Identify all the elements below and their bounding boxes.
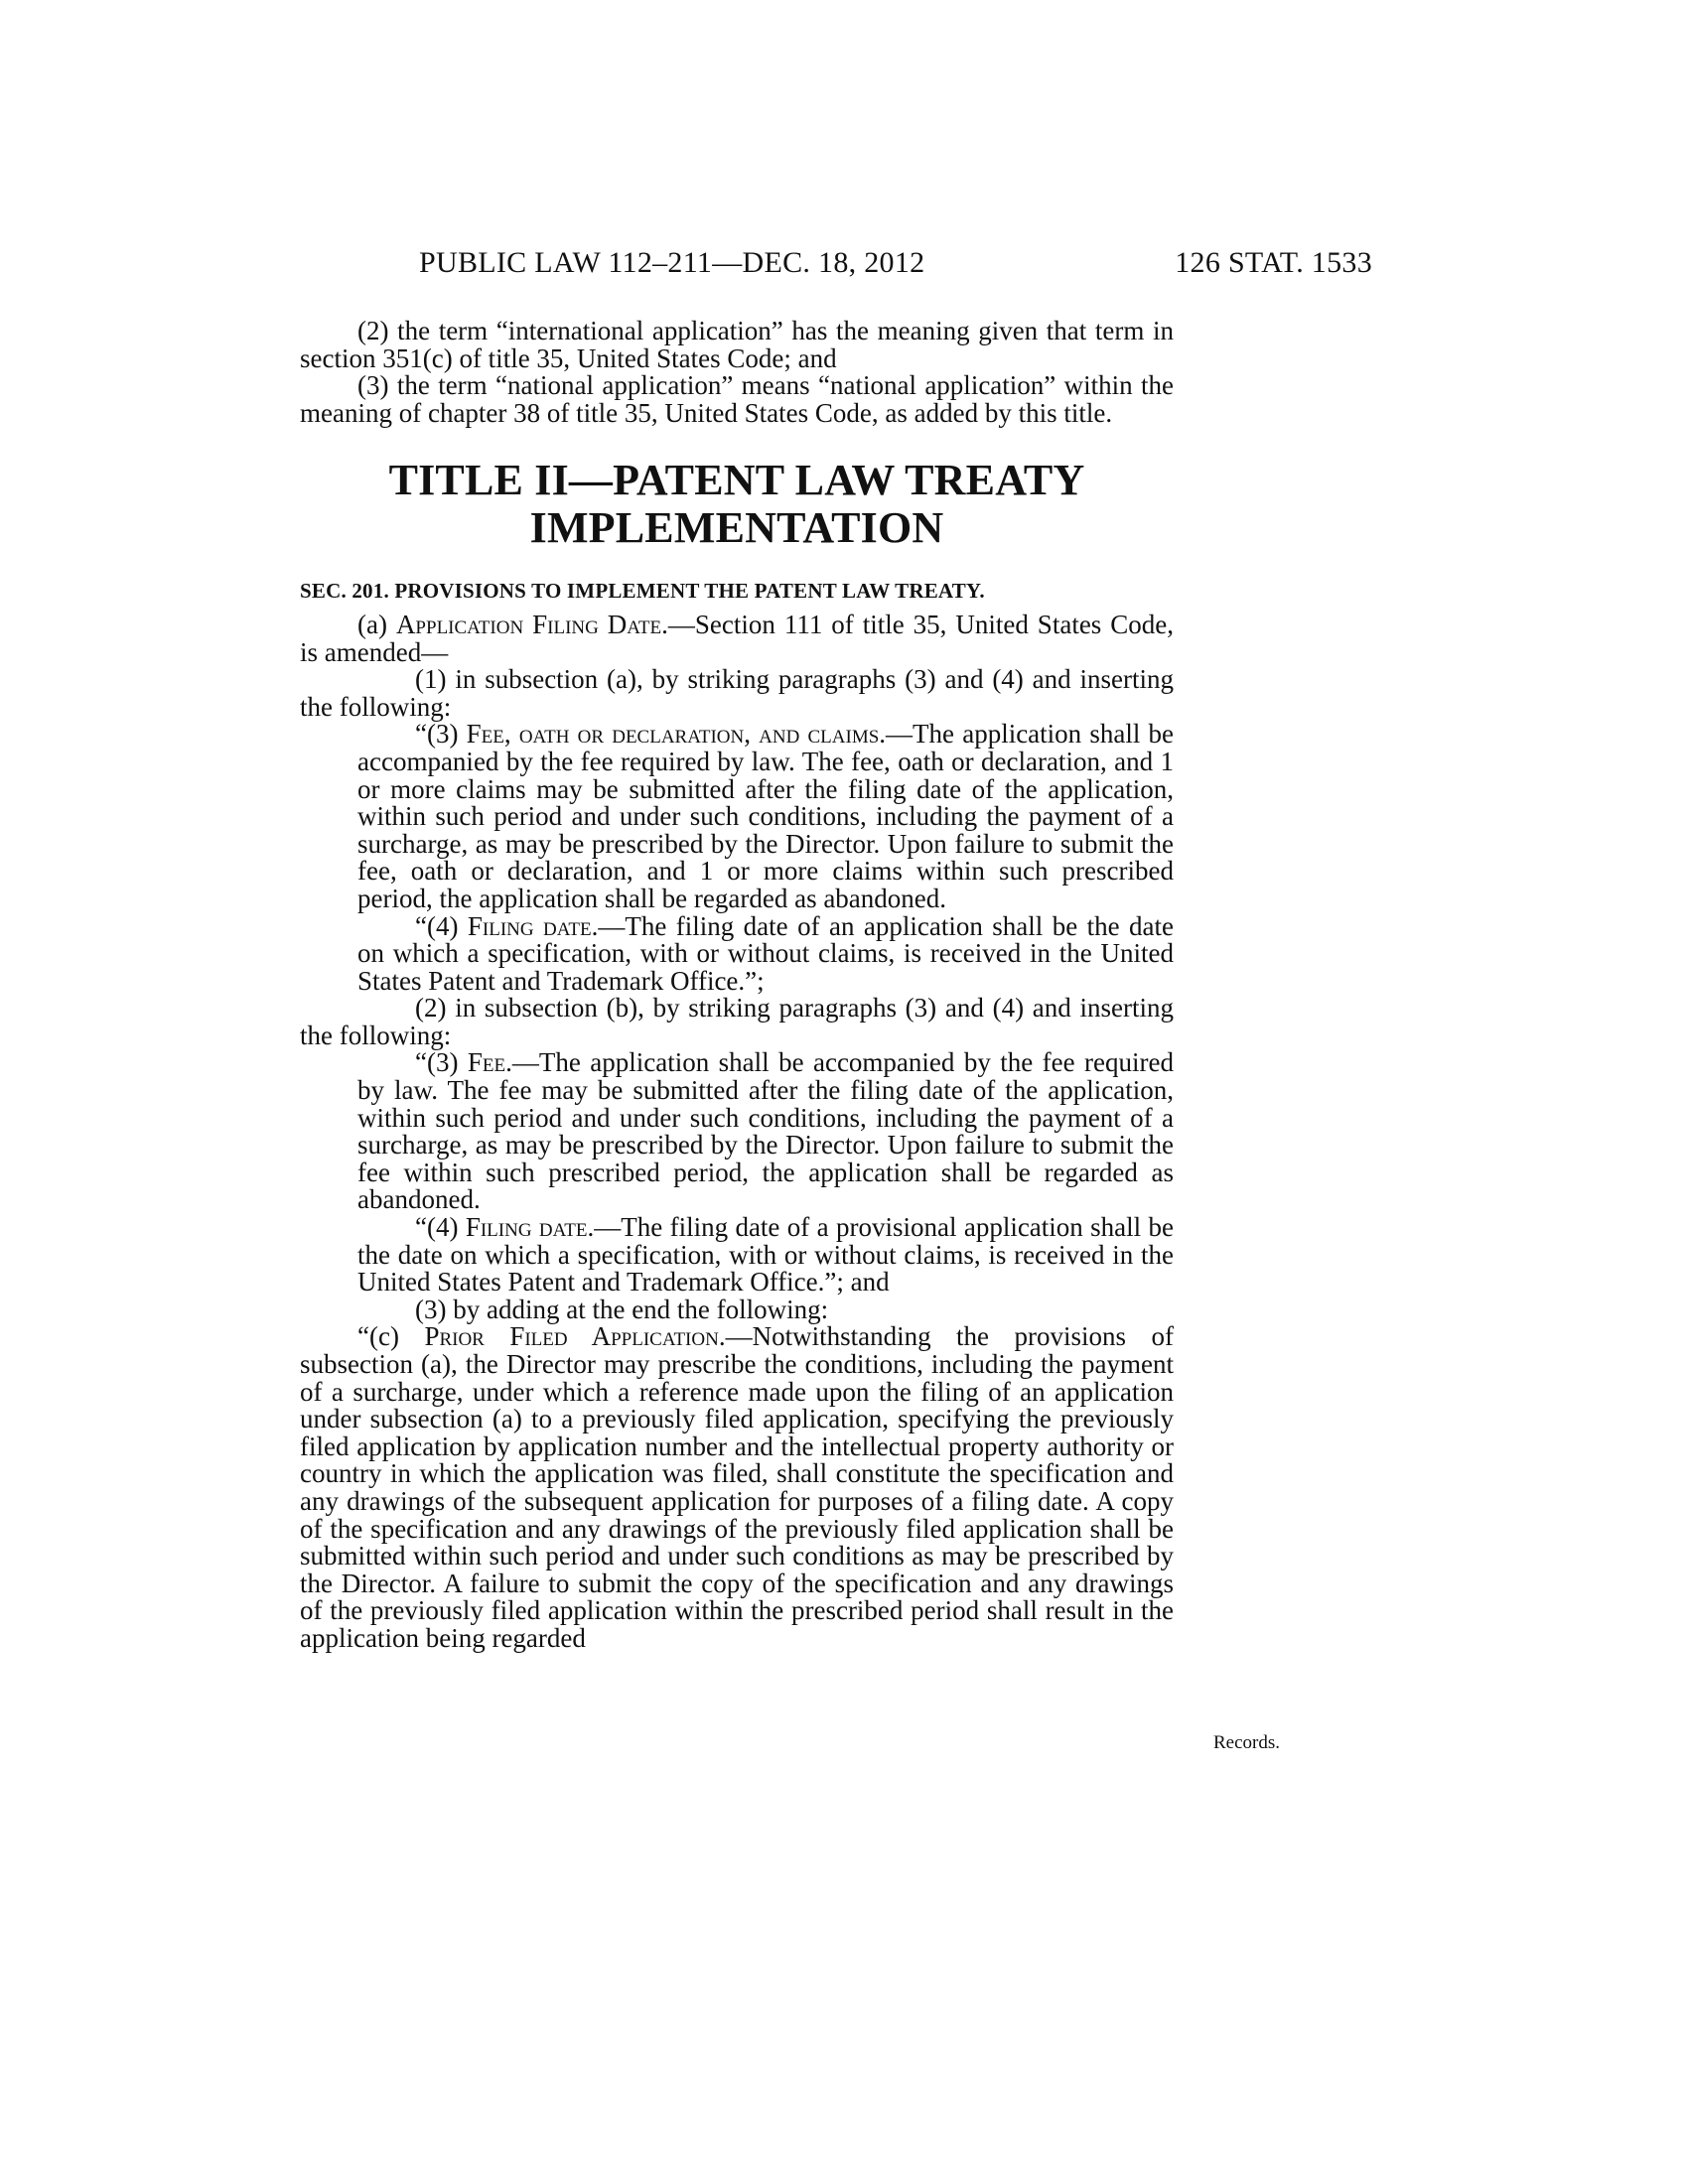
paragraph-a2-4 — [300, 1214, 1174, 1297]
paragraph-a2-4-caption: Filing date — [465, 1212, 588, 1243]
subsection-c-caption: Prior Filed Application — [424, 1321, 719, 1352]
subsection-a-label: (a) — [357, 609, 396, 639]
paragraph-international-application: (2) the term “international application” has the meaning given that term in section 351(c) of title 35, United States Code; and — [300, 316, 1174, 373]
subsection-c — [300, 1323, 1174, 1652]
paragraph-a2-3-text: .—The application shall be accompanied by the fee required by law. The fee may be submitted after the filing date of the application, within such period and under such conditions, including the payment of a surcharge, as may be prescribed by the Director. Upon failure to submit the fee within such prescribed period, the application shall be regarded as abandoned. — [357, 1047, 1174, 1215]
paragraph-a2-3-label: “(3) — [415, 1047, 468, 1078]
paragraph-a1-4-label: “(4) — [415, 910, 468, 941]
title-line-1: TITLE II—PATENT LAW TREATY — [388, 456, 1085, 505]
page-header — [419, 246, 1372, 286]
paragraph-a1-3-text: .—The application shall be accompanied by the fee required by law. The fee, oath or declaration, and 1 or more claims may be submitted after the filing date of the application, within such period and under such conditions, including the payment of a surcharge, as may be prescribed by the Director. Upon failure to submit the fee, oath or declaration, and 1 or more claims within such prescribed period, the application shall be regarded as abandoned. — [357, 719, 1175, 913]
subsection-a-text: .—Section 111 of title 35, United States Code, is amended— — [300, 609, 1175, 667]
subsection-c-text: .—Notwithstanding the provisions of subsection (a), the Director may prescribe the conditions, including the payment of a surcharge, under which a reference made upon the filing of an application under subsection (a) to a previously filed application, specifying the previously filed application by application number and the intellectual property authority or country in which the application was filed, shall constitute the specification and any drawings of the subsequent application for purposes of a filing date. A copy of the specification and any drawings of the previously filed application shall be submitted within such period and under such conditions as may be prescribed by the Director. A failure to submit the copy of the specification and any drawings of the previously filed application within the prescribed period shall result in the application being regarded — [300, 1321, 1174, 1653]
body-text — [300, 318, 1174, 1653]
paragraph-a1-text: (1) in subsection (a), by striking paragraphs (3) and (4) and inserting the following: — [300, 664, 1174, 722]
subsection-c-label: “(c) — [357, 1321, 425, 1352]
paragraph-a1 — [300, 666, 1174, 721]
paragraph-national-application: (3) the term “national application” means “national application” within the meaning of chapter 38 of title 35, United States Code, as added by this title. — [300, 370, 1174, 428]
subsection-a-caption: Application Filing Date — [395, 609, 662, 639]
paragraph-a2-4-label: “(4) — [415, 1212, 466, 1243]
paragraph-a2: (2) in subsection (b), by striking paragraphs (3) and (4) and inserting the following: — [300, 993, 1174, 1050]
title-line-2: IMPLEMENTATION — [529, 503, 944, 553]
paragraph-a2-3-caption: Fee — [467, 1047, 506, 1078]
paragraph-a1-4-text: .—The filing date of an application shall be the date on which a specification, with or without claims, is received in the United States Patent and Trademark Office.”; — [357, 910, 1175, 996]
paragraph-a1-4-caption: Filing date — [467, 910, 592, 941]
title-heading — [300, 457, 1174, 552]
statute-page-number: 126 STAT. 1533 — [1175, 246, 1372, 279]
paragraph-a2-4-text: .—The filing date of a provisional application shall be the date on which a specification, with or without claims, is received in the United States Patent and Trademark Office.”; and — [357, 1212, 1174, 1297]
paragraph-a1-3-label: “(3) — [415, 719, 467, 750]
paragraph-a1-3 — [300, 721, 1174, 912]
paragraph-a3: (3) by adding at the end the following: — [415, 1294, 829, 1324]
paragraph-a1-3-caption: Fee, oath or declaration, and claims — [466, 719, 880, 750]
running-head-title: PUBLIC LAW 112–211—DEC. 18, 2012 — [419, 246, 925, 279]
section-heading: SEC. 201. PROVISIONS TO IMPLEMENT THE PATENT LAW TREATY. — [300, 579, 985, 604]
paragraph-a2-3 — [300, 1049, 1174, 1214]
paragraph-a1-4 — [300, 910, 1175, 996]
margin-note-records: Records. — [1213, 1732, 1281, 1753]
subsection-a — [300, 609, 1175, 667]
